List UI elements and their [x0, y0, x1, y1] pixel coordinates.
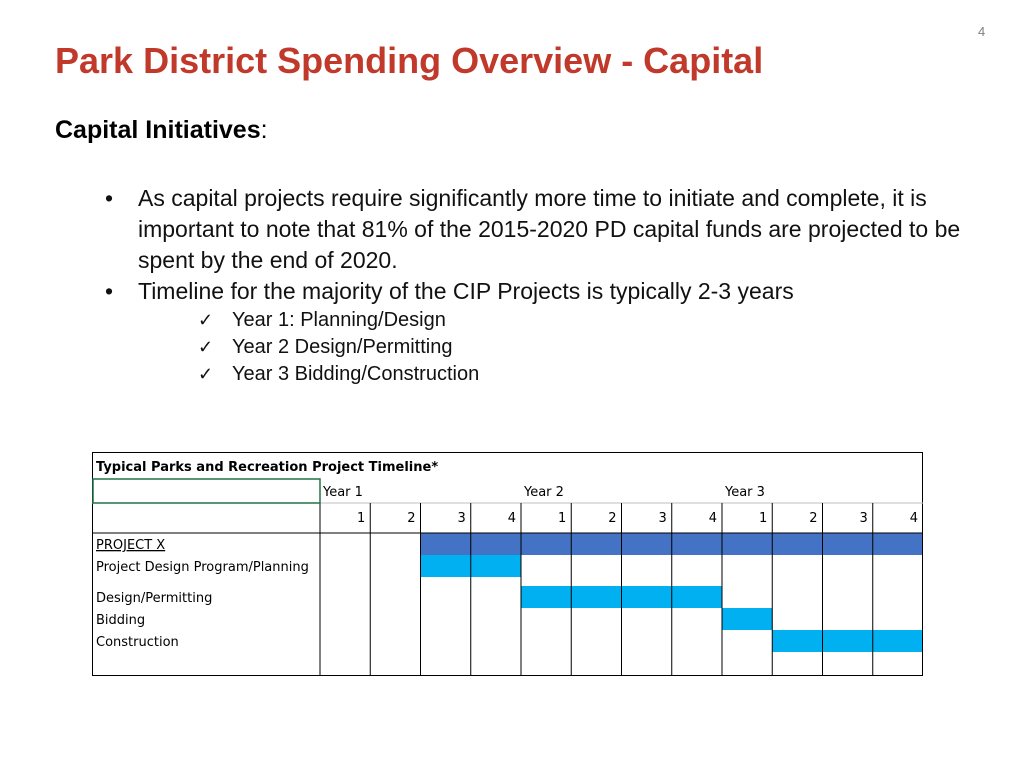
checkmark-icon: ✓ [198, 310, 214, 330]
row-label: Construction [96, 635, 179, 650]
bullet-item [100, 183, 980, 276]
project-timeline-table [92, 452, 923, 676]
quarter-label: 4 [909, 511, 918, 526]
quarter-label: 1 [356, 511, 366, 526]
quarter-label: 1 [758, 511, 768, 526]
row-label: Design/Permitting [96, 591, 213, 606]
year-label: Year 1 [323, 485, 363, 500]
checklist-item [194, 307, 980, 334]
quarter-label: 3 [457, 511, 466, 526]
checklist-text: Year 1: Planning/Design [232, 309, 446, 331]
bullet-text: Timeline for the majority of the CIP Projects is typically 2-3 years [138, 278, 794, 304]
timeline-title: Typical Parks and Recreation Project Timeline* [96, 460, 439, 475]
section-heading-colon: : [260, 116, 268, 144]
checklist-item [194, 334, 980, 361]
timeline-svg [92, 452, 923, 676]
page-title: Park District Spending Overview - Capital [55, 40, 764, 81]
checklist [138, 307, 980, 388]
checklist-text: Year 3 Bidding/Construction [232, 363, 480, 385]
bullet-item [100, 276, 980, 388]
quarter-label: 4 [507, 511, 516, 526]
quarter-label: 3 [658, 511, 667, 526]
quarter-label: 2 [407, 511, 416, 526]
row-label: Bidding [96, 613, 146, 628]
bullet-marker: • [105, 185, 114, 211]
checklist-item [194, 361, 980, 388]
selected-cell-outline [93, 479, 320, 503]
bullet-marker: • [105, 278, 114, 304]
year-label: Year 3 [725, 485, 765, 500]
quarter-label: 2 [809, 511, 818, 526]
year-label: Year 2 [524, 485, 564, 500]
quarter-label: 3 [859, 511, 868, 526]
task-bar [772, 630, 923, 652]
section-heading-label: Capital Initiatives [55, 116, 261, 144]
row-label: Project Design Program/Planning [96, 560, 309, 575]
quarter-label: 2 [608, 511, 617, 526]
row-label: PROJECT X [96, 538, 166, 553]
task-bar [722, 608, 772, 630]
checkmark-icon: ✓ [198, 364, 214, 384]
quarter-label: 1 [557, 511, 567, 526]
page-number: 4 [978, 24, 986, 39]
quarter-label: 4 [708, 511, 717, 526]
bullet-text: As capital projects require significantly more time to initiate and complete, it is important to note that 81% of the 2015-2020 PD capital funds are projected to be spent by the end of 2020. [138, 185, 961, 273]
checklist-text: Year 2 Design/Permitting [232, 336, 453, 358]
bullet-list [100, 183, 980, 388]
checkmark-icon: ✓ [198, 337, 214, 357]
section-heading [55, 116, 268, 145]
